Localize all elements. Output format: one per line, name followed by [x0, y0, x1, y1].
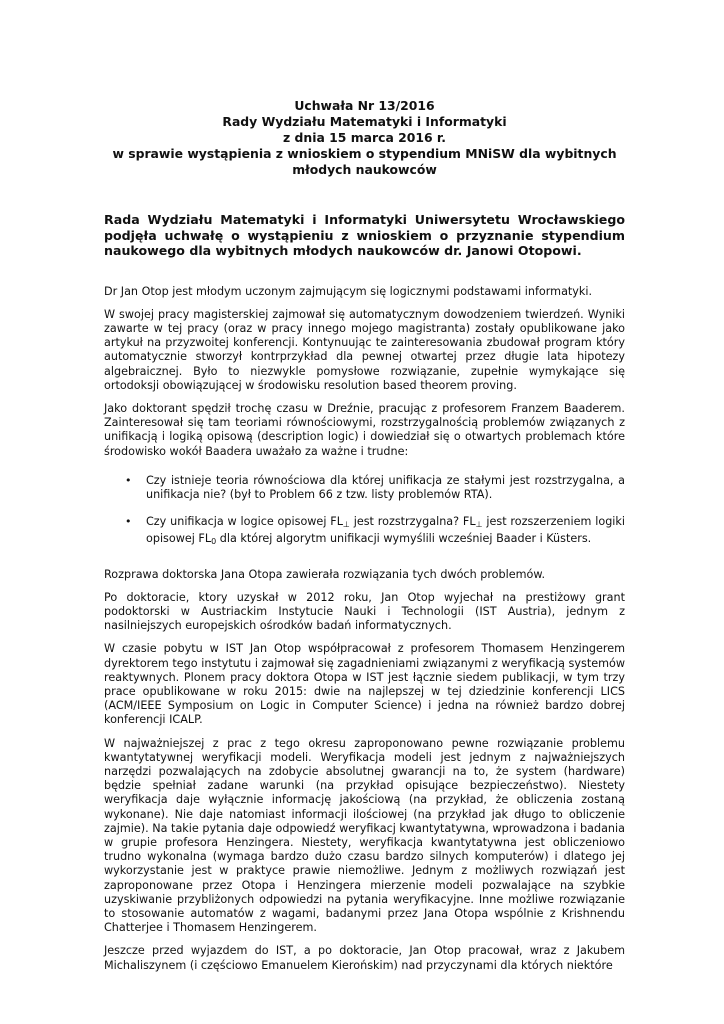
open-problems-list	[104, 474, 625, 550]
paragraph-doctoral-studies: Jako doktorant spędził trochę czasu w Dreźnie, pracując z profesorem Franzem Baaderem. Zainteresował się tam teoriami równościowymi, rozstrzygalnością problemów związanych z unifikacją i logiką opisową (description logic) i dowiedział się o otwartych problemach które środowisko wokół Baadera uważało za ważne i trudne:	[104, 401, 625, 458]
resolution-header	[104, 98, 625, 178]
paragraph-ist-work: W czasie pobytu w IST Jan Otop współpracował z profesorem Thomasem Henzingerem dyrektorem tego instytutu i zajmował się zagadnieniami związanymi z weryfikacją systemów reaktywnych. Plonem pracy doktora Otopa w IST jest łącznie siedem publikacji, w tym trzy prace opublikowane w roku 2015: dwie na najlepszej w tej dziedzinie konferencji LICS (ACM/IEEE Symposium on Logic in Computer Science) i jedna na również bardzo dobrej konferencji ICALP.	[104, 642, 625, 727]
subscript-bottom: ⊥	[475, 520, 483, 530]
bullet-icon: •	[125, 473, 132, 487]
resolution-subject-line1: w sprawie wystąpienia z wnioskiem o stypendium MNiSW dla wybitnych	[112, 146, 617, 161]
paragraph-before-ist: Jeszcze przed wyjazdem do IST, a po doktoracie, Jan Otop pracował, wraz z Jakubem Michaliszynem (i częściowo Emanuelem Kierońskim) nad przyczynami dla których niektóre	[104, 944, 625, 972]
resolution-subject-line2: młodych naukowców	[292, 162, 437, 177]
council-name: Rady Wydziału Matematyki i Informatyki	[222, 114, 507, 129]
paragraph-masters-thesis: W swojej pracy magisterskiej zajmował się automatycznym dowodzeniem twierdzeń. Wyniki zawarte w tej pracy (oraz w pracy innego mojego magistranta) zostały opublikowane jako artykuł na przyzwoitej konferencji. Kontynuując te zainteresowania zbudował program który automatycznie stworzył kontrprzykład dla pewnej otwartej przez długie lata hipotezy algebraicznej. Było to niezwykle pomysłowe rozwiązanie, zupełnie wymykające się ortodoksji obowiązującej w środowisku resolution based theorem proving.	[104, 307, 625, 392]
problem-2-text-d: dla której algorytm unifikacji wymyślili wcześniej Baader i Küsters.	[216, 532, 592, 546]
problem-2-text-c: jest rozszerzeniem logiki opisowej FL	[146, 515, 625, 546]
paragraph-quantitative-verification: W najważniejszej z prac z tego okresu zaproponowano pewne rozwiązanie problemu kwantytatywnej weryfikacji modeli. Weryfikacja modeli jest jednym z najważniejszych narzędzi pozwalających na zdobycie absolutnej gwarancji na to, że system (hardware) będzie spełniał zadane warunki (na przykład opisujące bezpieczeństwo). Niestety weryfikacja daje wyłącznie informację jakościową (na przykład, że obliczenia zostaną wykonane). Nie daje natomiast informacji ilościowej (na przykład jak długo to obliczenie zajmie). Na takie pytania daje odpowiedź weryfikacj kwantytatywna, wprowadzona i badania w grupie profesora Henzingera. Niestety, weryfikacja kwantytatywna jest obliczeniowo trudno wykonalna (wymaga bardzo dużo czasu bardzo silnych komputerów) i dlatego jej wykorzystanie jest w praktyce prawie niemożliwe. Jednym z możliwych rozwiązań jest zaproponowane przez Otopa i Henzingera mierzenie modeli pozwalające na szybkie uzyskiwanie przybliżonych odpowiedzi na pytania weryfikacyjne. Inne możliwe rozwiązanie to stosowanie automatów z wagami, badanymi przez Jana Otopa wspólnie z Krishnendu Chatterjee i Thomasem Henzingerem.	[104, 736, 625, 935]
paragraph-postdoc: Po doktoracie, ktory uzyskał w 2012 roku, Jan Otop wyjechał na prestiżowy grant podoktorski w Austriackim Instytucie Nauki i Technologii (IST Austria), jednym z nasilniejszych europejskich ośrodków badań informatycznych.	[104, 590, 625, 633]
subscript-zero: 0	[211, 537, 217, 547]
bullet-icon: •	[125, 515, 132, 529]
problem-1-text: Czy istnieje teoria równościowa dla której unifikacja ze stałymi jest rozstrzygalna, a unifikacja nie? (był to Problem 66 z tzw. listy problemów RTA).	[146, 473, 625, 501]
list-item	[125, 474, 625, 502]
subscript-bottom: ⊥	[342, 520, 350, 530]
resolution-number: Uchwała Nr 13/2016	[294, 98, 435, 113]
paragraph-dissertation: Rozprawa doktorska Jana Otopa zawierała rozwiązania tych dwóch problemów.	[104, 567, 546, 581]
document-page	[104, 96, 625, 982]
problem-2-text-b: jest rozstrzygalna? FL	[349, 515, 476, 529]
resolution-summary: Rada Wydziału Matematyki i Informatyki Uniwersytetu Wrocławskiego podjęła uchwałę o wystąpieniu z wnioskiem o przyznanie stypendium naukowego dla wybitnych młodych naukowców dr. Janowi Otopowi.	[104, 212, 625, 258]
problem-2-text-a: Czy unifikacja w logice opisowej FL	[146, 515, 343, 529]
resolution-date: z dnia 15 marca 2016 r.	[283, 130, 446, 145]
list-item	[125, 515, 625, 549]
justification-body	[104, 285, 625, 973]
paragraph-intro: Dr Jan Otop jest młodym uczonym zajmującym się logicznymi podstawami informatyki.	[104, 284, 593, 298]
